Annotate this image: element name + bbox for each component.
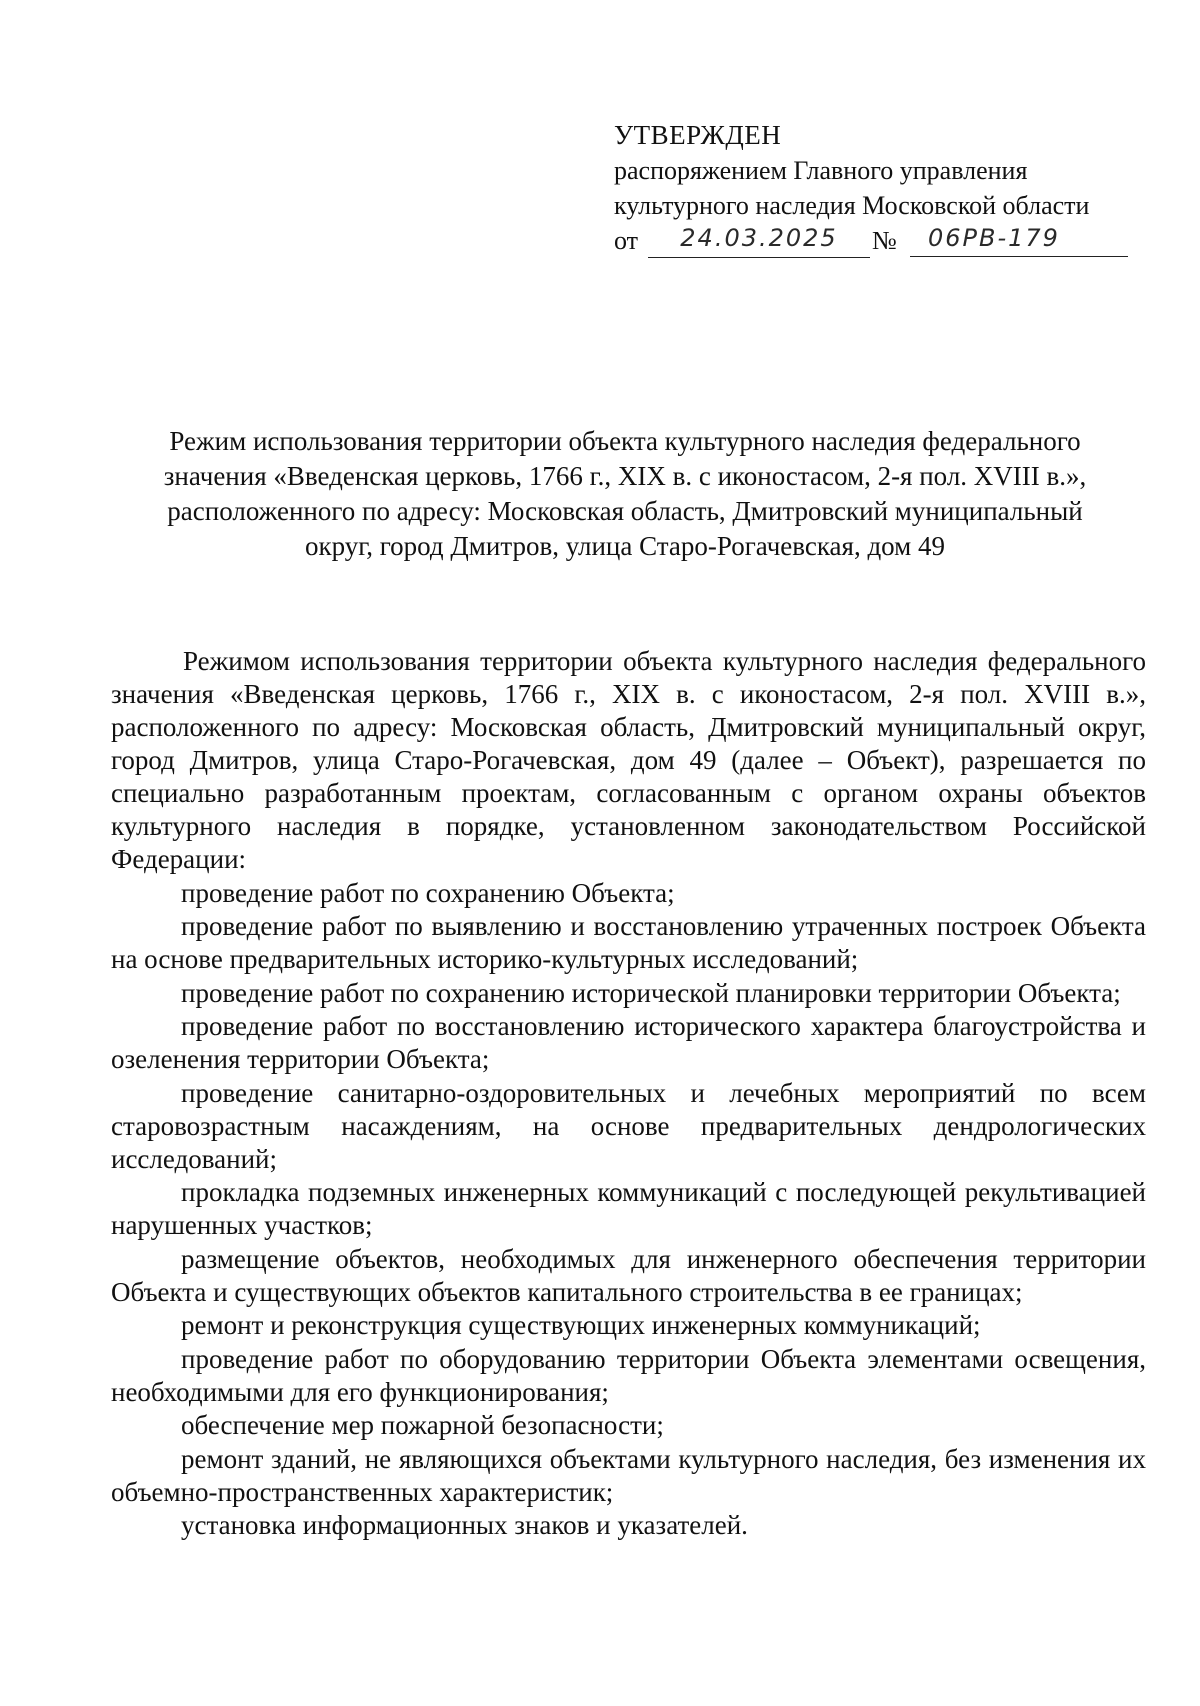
approval-line-2: культурного наследия Московской области — [614, 191, 1090, 220]
title-line-2: значения «Введенская церковь, 1766 г., XIX в. с иконостасом, 2-я пол. XVIII в.», — [163, 461, 1087, 491]
list-item: проведение работ по оборудованию территории Объекта элементами освещения, необходимыми для его функционирования; — [111, 1343, 1146, 1407]
title-line-4: округ, город Дмитров, улица Старо-Рогачевская, дом 49 — [304, 531, 946, 561]
from-label: от — [614, 226, 639, 255]
approval-block — [614, 118, 1174, 263]
approval-heading: УТВЕРЖДЕН — [614, 120, 782, 150]
list-item: проведение работ по выявлению и восстановлению утраченных построек Объекта на основе предварительных историко-культурных исследований; — [111, 911, 1146, 974]
document-title — [100, 424, 1150, 564]
title-line-3: расположенного по адресу: Московская область, Дмитровский муниципальный — [167, 496, 1083, 526]
list-item: проведение работ по сохранению Объекта; — [181, 877, 675, 908]
handwritten-date: 24.03.2025 — [648, 223, 870, 258]
list-item: проведение санитарно-оздоровительных и лечебных мероприятий по всем старовозрастным насаждениям, на основе предварительных дендрологических исследований; — [111, 1077, 1146, 1174]
handwritten-number: 06РВ-179 — [910, 223, 1128, 257]
list-item: ремонт зданий, не являющихся объектами культурного наследия, без изменения их объемно-пространственных характеристик; — [111, 1443, 1146, 1507]
title-line-1: Режим использования территории объекта культурного наследия федерального — [169, 426, 1081, 456]
document-body — [111, 645, 1146, 1542]
list-item: проведение работ по сохранению исторической планировки территории Объекта; — [181, 977, 1121, 1008]
approval-line-1: распоряжением Главного управления — [614, 156, 1028, 185]
list-item: прокладка подземных инженерных коммуникаций с последующей рекультивацией нарушенных участков; — [111, 1177, 1146, 1240]
list-item: обеспечение мер пожарной безопасности; — [181, 1410, 664, 1440]
intro-paragraph: Режимом использования территории объекта культурного наследия федерального значения «Введенская церковь, 1766 г., XIX в. с иконостасом, 2-я пол. XVIII в.», расположенного по адресу: Московская область, Дмитровский муниципальный округ, город Дмитров, улица Старо-Рогачевская, дом 49 (далее – Объект), разрешается по специально разработанным проектам, согласованным с органом охраны объектов культурного наследия в порядке, установленном законодательством Российской Федерации: — [111, 646, 1146, 874]
approval-reference-line — [614, 223, 1174, 263]
list-item: проведение работ по восстановлению исторического характера благоустройства и озеленения территории Объекта; — [111, 1011, 1146, 1074]
list-item: установка информационных знаков и указателей. — [181, 1510, 748, 1540]
list-item: ремонт и реконструкция существующих инженерных коммуникаций; — [181, 1310, 981, 1340]
number-label: № — [872, 226, 897, 255]
list-item: размещение объектов, необходимых для инженерного обеспечения территории Объекта и существующих объектов капитального строительства в ее границах; — [111, 1243, 1146, 1307]
